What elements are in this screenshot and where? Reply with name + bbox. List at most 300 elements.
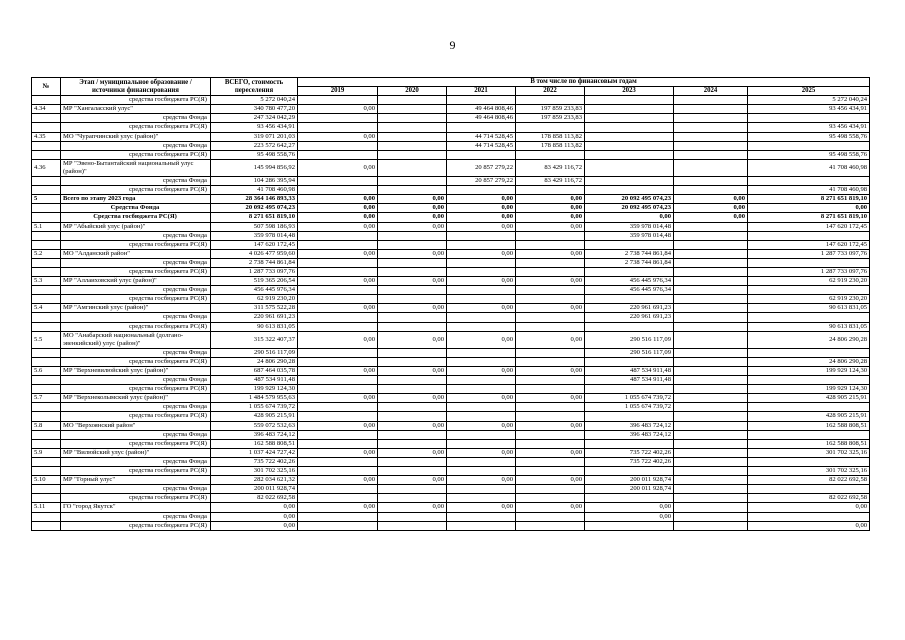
year-value-2019	[298, 141, 378, 150]
row-number: 5.3	[32, 277, 61, 286]
year-value-2022	[516, 267, 585, 276]
total-cost: 5 272 040,24	[211, 96, 298, 105]
table-row	[32, 141, 870, 150]
total-cost: 4 026 477 959,60	[211, 249, 298, 258]
year-value-2020	[378, 457, 447, 466]
year-value-2022	[516, 286, 585, 295]
year-value-2020	[378, 403, 447, 412]
year-value-2022: 0,00	[516, 421, 585, 430]
year-value-2021	[447, 258, 516, 267]
year-value-2025: 1 287 733 097,76	[748, 249, 870, 258]
total-cost: 147 620 172,45	[211, 240, 298, 249]
year-value-2019	[298, 114, 378, 123]
table-row	[32, 204, 870, 213]
municipality-name: МР "Верхневилюйский улус (район)"	[61, 367, 211, 376]
year-value-2021	[447, 485, 516, 494]
year-value-2022	[516, 322, 585, 331]
year-value-2024	[674, 240, 748, 249]
year-value-2019	[298, 457, 378, 466]
year-value-2021: 0,00	[447, 204, 516, 213]
table-row	[32, 114, 870, 123]
municipality-name: МО "Верхоянский район"	[61, 421, 211, 430]
funding-source: средства Фонда	[61, 457, 211, 466]
year-value-2022	[516, 123, 585, 132]
year-value-2023	[585, 295, 674, 304]
year-value-2021	[447, 231, 516, 240]
year-value-2023: 359 978 014,48	[585, 231, 674, 240]
year-value-2022: 0,00	[516, 277, 585, 286]
table-row	[32, 385, 870, 394]
year-value-2025: 147 620 172,45	[748, 222, 870, 231]
year-value-2024	[674, 331, 748, 348]
total-cost: 24 806 290,28	[211, 357, 298, 366]
year-value-2022	[516, 430, 585, 439]
year-value-2025	[748, 485, 870, 494]
year-value-2021: 20 857 279,22	[447, 177, 516, 186]
municipality-name: МР "Аллаиховский улус (район)"	[61, 277, 211, 286]
row-number	[32, 231, 61, 240]
year-value-2019	[298, 430, 378, 439]
year-value-2020	[378, 512, 447, 521]
year-value-2020	[378, 240, 447, 249]
total-cost: 90 613 831,05	[211, 322, 298, 331]
year-value-2025	[748, 430, 870, 439]
year-value-2025	[748, 177, 870, 186]
year-value-2022	[516, 96, 585, 105]
year-value-2022	[516, 494, 585, 503]
table-row	[32, 195, 870, 204]
year-value-2024	[674, 277, 748, 286]
year-value-2023: 200 011 928,74	[585, 476, 674, 485]
year-value-2022	[516, 295, 585, 304]
total-cost: 223 572 642,27	[211, 141, 298, 150]
page-number: 9	[449, 38, 456, 52]
total-cost: 1 037 424 727,42	[211, 448, 298, 457]
funding-source: средства Фонда	[61, 512, 211, 521]
total-cost: 1 287 733 097,76	[211, 267, 298, 276]
total-cost: 0,00	[211, 512, 298, 521]
table-row	[32, 286, 870, 295]
table-row	[32, 96, 870, 105]
year-value-2023	[585, 521, 674, 530]
table-row	[32, 132, 870, 141]
funding-source: средства госбюджета РС(Я)	[61, 322, 211, 331]
year-value-2020: 0,00	[378, 394, 447, 403]
year-value-2023: 0,00	[585, 213, 674, 222]
table-row	[32, 177, 870, 186]
year-value-2021	[447, 295, 516, 304]
year-value-2022	[516, 313, 585, 322]
table-row	[32, 503, 870, 512]
year-value-2020	[378, 385, 447, 394]
year-value-2019	[298, 295, 378, 304]
year-value-2023: 456 445 976,34	[585, 286, 674, 295]
year-value-2023: 735 722 402,26	[585, 448, 674, 457]
year-value-2025	[748, 114, 870, 123]
year-value-2022	[516, 240, 585, 249]
year-value-2024	[674, 457, 748, 466]
year-value-2023: 0,00	[585, 503, 674, 512]
year-value-2025: 428 905 215,91	[748, 394, 870, 403]
year-value-2025: 162 588 808,51	[748, 439, 870, 448]
header-name: Этап / муниципальное образование / источники финансирования	[61, 78, 211, 96]
year-value-2021	[447, 403, 516, 412]
total-cost: 1 484 579 955,63	[211, 394, 298, 403]
year-value-2024	[674, 412, 748, 421]
year-value-2020	[378, 258, 447, 267]
year-value-2024	[674, 159, 748, 176]
year-value-2019	[298, 485, 378, 494]
year-value-2019	[298, 231, 378, 240]
municipality-name: МР "Горный улус"	[61, 476, 211, 485]
total-cost: 319 071 201,03	[211, 132, 298, 141]
year-value-2022: 0,00	[516, 204, 585, 213]
row-number: 5.4	[32, 304, 61, 313]
header-no: №	[32, 78, 61, 96]
year-value-2021	[447, 348, 516, 357]
year-value-2020	[378, 123, 447, 132]
year-value-2025	[748, 512, 870, 521]
year-value-2024	[674, 430, 748, 439]
year-value-2021	[447, 457, 516, 466]
year-value-2020: 0,00	[378, 448, 447, 457]
total-cost: 456 445 976,34	[211, 286, 298, 295]
total-cost: 735 722 402,26	[211, 457, 298, 466]
year-value-2023: 456 445 976,34	[585, 277, 674, 286]
total-cost: 145 994 856,92	[211, 159, 298, 176]
year-value-2025: 95 498 558,76	[748, 150, 870, 159]
funding-source: средства госбюджета РС(Я)	[61, 357, 211, 366]
row-number	[32, 403, 61, 412]
row-number	[32, 96, 61, 105]
funding-source: средства госбюджета РС(Я)	[61, 521, 211, 530]
year-value-2025	[748, 313, 870, 322]
header-year-2024: 2024	[674, 87, 748, 96]
year-value-2023	[585, 357, 674, 366]
table-row	[32, 159, 870, 176]
year-value-2019	[298, 186, 378, 195]
year-value-2024	[674, 258, 748, 267]
year-value-2021: 0,00	[447, 421, 516, 430]
row-number	[32, 439, 61, 448]
funding-source: средства госбюджета РС(Я)	[61, 467, 211, 476]
total-cost: 340 780 477,20	[211, 105, 298, 114]
year-value-2021: 0,00	[447, 222, 516, 231]
year-value-2024	[674, 267, 748, 276]
year-value-2021	[447, 267, 516, 276]
year-value-2024	[674, 385, 748, 394]
table-row	[32, 295, 870, 304]
year-value-2020: 0,00	[378, 367, 447, 376]
year-value-2025: 8 271 651 819,10	[748, 195, 870, 204]
year-value-2019	[298, 439, 378, 448]
year-value-2019: 0,00	[298, 132, 378, 141]
year-value-2021	[447, 96, 516, 105]
year-value-2024	[674, 521, 748, 530]
funding-source: средства госбюджета РС(Я)	[61, 494, 211, 503]
year-value-2020	[378, 412, 447, 421]
year-value-2020	[378, 348, 447, 357]
year-value-2021: 0,00	[447, 503, 516, 512]
year-value-2024	[674, 322, 748, 331]
year-value-2024	[674, 231, 748, 240]
year-value-2020: 0,00	[378, 204, 447, 213]
row-number	[32, 114, 61, 123]
table-row	[32, 249, 870, 258]
year-value-2019: 0,00	[298, 367, 378, 376]
year-value-2022	[516, 439, 585, 448]
year-value-2023	[585, 114, 674, 123]
year-value-2025: 95 498 558,76	[748, 132, 870, 141]
year-value-2021	[447, 412, 516, 421]
row-number: 5.9	[32, 448, 61, 457]
year-value-2019	[298, 385, 378, 394]
year-value-2024	[674, 313, 748, 322]
total-cost: 282 034 621,32	[211, 476, 298, 485]
year-value-2025: 0,00	[748, 521, 870, 530]
row-number	[32, 150, 61, 159]
row-number	[32, 485, 61, 494]
year-value-2025: 147 620 172,45	[748, 240, 870, 249]
year-value-2019: 0,00	[298, 503, 378, 512]
year-value-2020	[378, 485, 447, 494]
row-number	[32, 357, 61, 366]
year-value-2021: 0,00	[447, 195, 516, 204]
header-year-2019: 2019	[298, 87, 378, 96]
year-value-2019: 0,00	[298, 421, 378, 430]
year-value-2021: 44 714 528,45	[447, 132, 516, 141]
year-value-2023	[585, 322, 674, 331]
total-cost: 220 961 691,23	[211, 313, 298, 322]
total-cost: 200 011 928,74	[211, 485, 298, 494]
year-value-2020	[378, 114, 447, 123]
year-value-2020: 0,00	[378, 476, 447, 485]
row-number	[32, 512, 61, 521]
year-value-2024	[674, 448, 748, 457]
year-value-2025: 199 929 124,30	[748, 367, 870, 376]
year-value-2023: 396 483 724,12	[585, 430, 674, 439]
year-value-2025: 8 271 651 819,10	[748, 213, 870, 222]
year-value-2023	[585, 412, 674, 421]
year-value-2024	[674, 222, 748, 231]
year-value-2023: 1 055 674 739,72	[585, 403, 674, 412]
year-value-2025	[748, 258, 870, 267]
funding-source: средства Фонда	[61, 313, 211, 322]
year-value-2019	[298, 258, 378, 267]
header-total: ВСЕГО, стоимость переселения	[211, 78, 298, 96]
funding-source: средства госбюджета РС(Я)	[61, 96, 211, 105]
year-value-2022: 0,00	[516, 367, 585, 376]
table-row	[32, 331, 870, 348]
funding-source: средства Фонда	[61, 403, 211, 412]
header-year-2023: 2023	[585, 87, 674, 96]
financing-table	[31, 77, 870, 531]
year-value-2019	[298, 96, 378, 105]
year-value-2023	[585, 267, 674, 276]
year-value-2019	[298, 348, 378, 357]
header-year-2020: 2020	[378, 87, 447, 96]
year-value-2022: 0,00	[516, 476, 585, 485]
total-cost: 290 516 117,09	[211, 348, 298, 357]
year-value-2021: 0,00	[447, 448, 516, 457]
year-value-2024	[674, 96, 748, 105]
year-value-2021	[447, 357, 516, 366]
year-value-2024	[674, 186, 748, 195]
row-number	[32, 258, 61, 267]
row-number: 5.10	[32, 476, 61, 485]
funding-source: средства Фонда	[61, 177, 211, 186]
row-number	[32, 204, 61, 213]
year-value-2024	[674, 503, 748, 512]
year-value-2022	[516, 467, 585, 476]
year-value-2025: 90 613 831,05	[748, 322, 870, 331]
year-value-2025	[748, 348, 870, 357]
year-value-2022: 0,00	[516, 222, 585, 231]
year-value-2024	[674, 485, 748, 494]
year-value-2024	[674, 403, 748, 412]
year-value-2022	[516, 231, 585, 240]
row-number	[32, 177, 61, 186]
year-value-2019: 0,00	[298, 204, 378, 213]
year-value-2023: 200 011 928,74	[585, 485, 674, 494]
row-number	[32, 385, 61, 394]
year-value-2022: 197 859 233,83	[516, 114, 585, 123]
year-value-2022	[516, 348, 585, 357]
funding-source: средства госбюджета РС(Я)	[61, 150, 211, 159]
year-value-2023: 220 961 691,23	[585, 313, 674, 322]
table-row	[32, 439, 870, 448]
year-value-2019	[298, 521, 378, 530]
year-value-2025: 428 905 215,91	[748, 412, 870, 421]
year-value-2021: 0,00	[447, 331, 516, 348]
total-cost: 428 905 215,91	[211, 412, 298, 421]
year-value-2020	[378, 467, 447, 476]
municipality-name: МО "Чурапчинский улус (район)"	[61, 132, 211, 141]
row-number: 5.8	[32, 421, 61, 430]
year-value-2020	[378, 357, 447, 366]
year-value-2021	[447, 439, 516, 448]
year-value-2023	[585, 150, 674, 159]
year-value-2024	[674, 286, 748, 295]
year-value-2025	[748, 457, 870, 466]
year-value-2021	[447, 150, 516, 159]
municipality-name: МР "Хангаласский улус"	[61, 105, 211, 114]
year-value-2023	[585, 186, 674, 195]
year-value-2020	[378, 376, 447, 385]
total-cost: 487 534 911,48	[211, 376, 298, 385]
year-value-2019: 0,00	[298, 105, 378, 114]
year-value-2019: 0,00	[298, 277, 378, 286]
table-row	[32, 376, 870, 385]
year-value-2023: 396 483 724,12	[585, 421, 674, 430]
table-row	[32, 123, 870, 132]
table-row	[32, 494, 870, 503]
year-value-2021	[447, 430, 516, 439]
year-value-2022	[516, 258, 585, 267]
year-value-2021: 0,00	[447, 213, 516, 222]
year-value-2023: 359 978 014,48	[585, 222, 674, 231]
row-number	[32, 322, 61, 331]
year-value-2019	[298, 376, 378, 385]
year-value-2020	[378, 439, 447, 448]
total-cost: 2 738 744 861,84	[211, 258, 298, 267]
year-value-2025: 0,00	[748, 503, 870, 512]
funding-source: средства Фонда	[61, 348, 211, 357]
total-cost: 315 322 407,37	[211, 331, 298, 348]
year-value-2025	[748, 376, 870, 385]
year-value-2024	[674, 123, 748, 132]
year-value-2019: 0,00	[298, 331, 378, 348]
year-value-2023	[585, 105, 674, 114]
year-value-2022	[516, 186, 585, 195]
table-row	[32, 467, 870, 476]
total-cost: 0,00	[211, 521, 298, 530]
year-value-2021: 44 714 528,45	[447, 141, 516, 150]
total-cost: 199 929 124,30	[211, 385, 298, 394]
year-value-2023: 20 092 495 074,23	[585, 195, 674, 204]
year-value-2022	[516, 357, 585, 366]
year-value-2021	[447, 286, 516, 295]
municipality-name: МО "Анабарский национальный (долгано-эвенкийский) улус (район)"	[61, 331, 211, 348]
header-row-1	[32, 78, 870, 87]
year-value-2022: 0,00	[516, 394, 585, 403]
total-cost: 687 464 035,78	[211, 367, 298, 376]
year-value-2020: 0,00	[378, 421, 447, 430]
row-number: 4.34	[32, 105, 61, 114]
total-cost: 301 702 325,16	[211, 467, 298, 476]
year-value-2021	[447, 123, 516, 132]
total-cost: 20 092 495 074,23	[211, 204, 298, 213]
year-value-2022: 197 859 233,83	[516, 105, 585, 114]
year-value-2023	[585, 385, 674, 394]
year-value-2021	[447, 494, 516, 503]
funding-source: средства госбюджета РС(Я)	[61, 123, 211, 132]
municipality-name: МР "Вилюйский улус (район)"	[61, 448, 211, 457]
year-value-2024: 0,00	[674, 213, 748, 222]
year-value-2023: 220 961 691,23	[585, 304, 674, 313]
year-value-2024: 0,00	[674, 195, 748, 204]
year-value-2025: 0,00	[748, 204, 870, 213]
table-row	[32, 457, 870, 466]
table-row	[32, 150, 870, 159]
year-value-2024	[674, 348, 748, 357]
year-value-2024	[674, 494, 748, 503]
year-value-2019: 0,00	[298, 448, 378, 457]
year-value-2019	[298, 286, 378, 295]
row-number: 5.1	[32, 222, 61, 231]
year-value-2023: 1 055 674 739,72	[585, 394, 674, 403]
funding-source: средства госбюджета РС(Я)	[61, 267, 211, 276]
municipality-name: МО "Алданский район"	[61, 249, 211, 258]
year-value-2025: 62 919 230,20	[748, 295, 870, 304]
year-value-2025: 301 702 325,16	[748, 467, 870, 476]
year-value-2022	[516, 385, 585, 394]
year-value-2019	[298, 123, 378, 132]
year-value-2025: 41 708 460,98	[748, 159, 870, 176]
year-value-2025: 62 919 230,20	[748, 277, 870, 286]
year-value-2022: 0,00	[516, 213, 585, 222]
total-cost: 507 598 186,93	[211, 222, 298, 231]
year-value-2025: 82 022 692,58	[748, 476, 870, 485]
year-value-2024	[674, 367, 748, 376]
municipality-name: Всего по этапу 2023 года	[61, 195, 211, 204]
year-value-2022: 0,00	[516, 448, 585, 457]
year-value-2025: 41 708 460,98	[748, 186, 870, 195]
year-value-2022	[516, 485, 585, 494]
row-number	[32, 141, 61, 150]
year-value-2019	[298, 240, 378, 249]
year-value-2022	[516, 403, 585, 412]
